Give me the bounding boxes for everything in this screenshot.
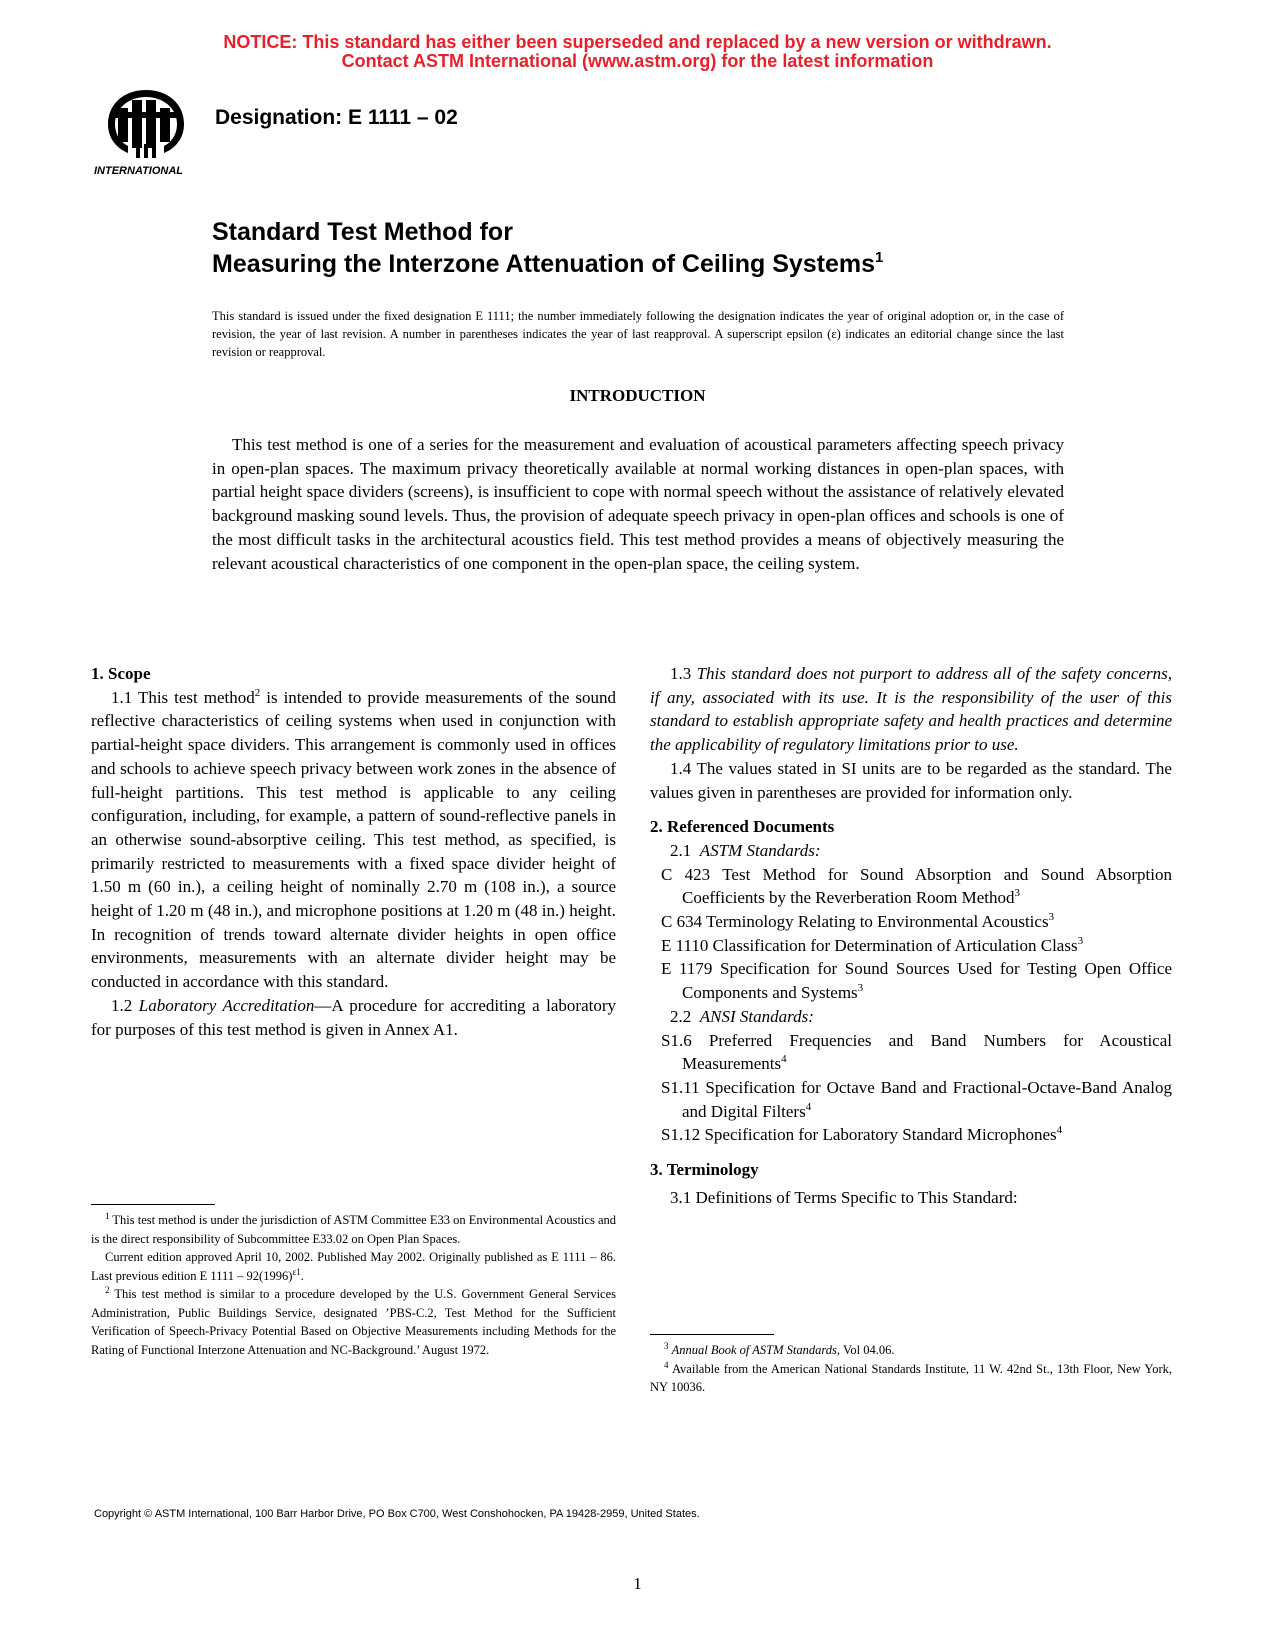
reference-item	[650, 934, 1172, 958]
scope-paragraph-1-4	[650, 757, 1172, 804]
para-text: is intended to provide measurements of the sound reflective characteristics of ceiling systems when used in conjunction with partial-height space dividers. This arrangement is commonly used in offices and schools to achieve speech privacy between work zones in the absence of full-height partitions. This test method is applicable to any ceiling configuration, including, for example, a pattern of sound-reflective panels in an otherwise sound-absorptive ceiling. This test method, as specified, is primarily restricted to measurements with a fixed space divider height of 1.50 m (60 in.), a ceiling height of nominally 2.70 m (108 in.), a source height of 1.20 m (48 in.), and microphone positions at 1.20 m (48 in.) height. In recognition of trends toward alternate divider heights in open office environments, measurements with an alternate divider height may be conducted in accordance with this standard.	[91, 687, 616, 992]
astm-logo-mark	[94, 86, 200, 182]
footnote-text: Available from the American National Standards Institute, 11 W. 42nd St., 13th Floor, New York, NY 10036.	[650, 1361, 1172, 1394]
footnote-ref: 3	[1077, 934, 1084, 947]
para-text: This test method	[137, 687, 255, 707]
para-number: 1.3	[670, 664, 692, 683]
notice-line-1: NOTICE: This standard has either been superseded and replaced by a new version or withdrawn.	[223, 32, 1052, 52]
footnote-mark: 2	[105, 1285, 110, 1295]
footnote-text: This test method is under the jurisdiction of ASTM Committee E33 on Environmental Acoustics and is the direct responsibility of Subcommittee E33.02 on Open Plan Spaces.	[91, 1213, 616, 1246]
document-title	[212, 216, 883, 280]
supersession-notice	[0, 33, 1275, 71]
footnote-mark: 3	[664, 1341, 669, 1351]
reference-text: E 1179 Specification for Sound Sources Used for Testing Open Office Components and Systems	[661, 959, 1172, 1003]
footnote-text: This test method is similar to a procedure developed by the U.S. Government General Services Administration, Public Buildings Service, designated ’PBS-C.2, Test Method for the Sufficient Verification of Speech-Privacy Potential Based on Objective Measurements including Methods for the Rating of Functional Interzone Attenuation and NC-Background.’ August 1972.	[91, 1287, 617, 1357]
reference-item	[650, 863, 1172, 910]
terminology-heading: 3. Terminology	[650, 1160, 759, 1180]
para-italic: Laboratory Accreditation	[138, 995, 315, 1015]
scope-paragraph-1-2	[91, 994, 616, 1041]
footnote-1-edition: Current edition approved April 10, 2002. Published May 2002. Originally published as E 1111 – 86. Last previous edition E $1111 - 92(1996)^{\varepsilon 1}$.	[91, 1250, 616, 1283]
astm-standards-label	[650, 839, 1172, 863]
referenced-documents-heading: 2. Referenced Documents	[650, 817, 835, 837]
para-italic: This standard does not purport to address all of the safety concerns, if any, associated with its use. It is the responsibility of the user of this standard to establish appropriate safety and health practices and determine the applicability of regulatory limitations prior to use.	[650, 664, 1172, 755]
introduction-heading: INTRODUCTION	[569, 386, 706, 405]
para-number: 2.1	[670, 840, 692, 860]
para-italic: ANSI Standards:	[699, 1006, 814, 1026]
para-number: 1.2	[111, 995, 133, 1015]
title-footnote-mark: 1	[875, 249, 884, 266]
left-column	[91, 662, 616, 1041]
para-number: 1.1	[111, 687, 133, 707]
para-number: 1.4	[670, 758, 692, 778]
notice-line-2: Contact ASTM International (www.astm.org) for the latest information	[341, 51, 934, 71]
footnote-1	[91, 1211, 616, 1248]
footnote-ref: 4	[781, 1053, 787, 1066]
para-number: 2.2	[670, 1006, 692, 1026]
footnote-ref: 4	[1056, 1124, 1063, 1137]
issuance-note: This standard is issued under the fixed designation E 1111; the number immediately following the designation indicates the year of original adoption or, in the case of revision, the year of last revision. A number in parentheses indicates the year of last reapproval. A superscript epsilon (ε) indicates an editorial change since the last revision or reapproval.	[212, 309, 1064, 359]
footnote-text: Vol 04.06.	[842, 1343, 895, 1357]
footnote-mark: 4	[664, 1359, 669, 1370]
footnote-3	[650, 1341, 1172, 1360]
footnote-ref: 2	[254, 686, 261, 699]
right-column	[650, 662, 1172, 1209]
introduction-text: This test method is one of a series for the measurement and evaluation of acoustical parameters affecting speech privacy in open-plan spaces. The maximum privacy theoretically available at normal working distances in open-plan spaces, with partial height space dividers (screens), is insufficient to cope with normal speech without the assistance of relatively elevated background masking sound levels. Thus, the provision of adequate speech privacy in open-plan offices and schools is one of the most difficult tasks in the architectural acoustics field. This test method provides a means of objectively measuring the relevant acoustical characteristics of one component in the open-plan space, the ceiling system.	[212, 435, 1064, 573]
reference-text: S1.12 Specification for Laboratory Standard Microphones	[661, 1125, 1057, 1145]
reference-item	[650, 957, 1172, 1004]
scope-paragraph-1-3	[650, 662, 1172, 757]
footnote-ref: 3	[1014, 887, 1021, 900]
introduction-body	[212, 433, 1064, 575]
footnotes-left	[91, 1204, 616, 1359]
footnote-ref: 3	[857, 982, 864, 995]
scope-heading: 1. Scope	[91, 664, 151, 683]
designation: Designation: E 1111 – 02	[215, 106, 458, 129]
reference-item	[650, 1123, 1172, 1147]
footnotes-right	[650, 1334, 1172, 1397]
page-number: 1	[633, 1574, 642, 1593]
reference-text: S1.6 Preferred Frequencies and Band Numbers for Acoustical Measurements	[661, 1030, 1172, 1074]
astm-international-logo	[94, 86, 200, 182]
title-line-2-text: Measuring the Interzone Attenuation of Ceiling Systems	[212, 250, 876, 278]
reference-item	[650, 1029, 1172, 1076]
title-line-1: Standard Test Method for	[212, 218, 513, 246]
footnote-text: Current edition approved April 10, 2002. Published May 2002. Originally published as E 1111 – 86. Last previous edition E 1111 – 92(1996)	[91, 1250, 616, 1283]
footnote-4	[650, 1360, 1172, 1397]
footnote-ref: 3	[1048, 911, 1055, 924]
ansi-standards-label	[650, 1005, 1172, 1029]
reference-text: C 423 Test Method for Sound Absorption and Sound Absorption Coefficients by the Reverberation Room Method	[661, 864, 1172, 908]
footnote-ref: 4	[805, 1100, 812, 1113]
footnote-italic: Annual Book of ASTM Standards,	[671, 1343, 841, 1357]
reference-text: E 1110 Classification for Determination of Articulation Class	[661, 935, 1078, 955]
footnote-2	[91, 1285, 616, 1359]
para-text: The values stated in SI units are to be regarded as the standard. The values given in parentheses are provided for information only.	[650, 758, 1172, 802]
epsilon-mark: ε1	[292, 1266, 301, 1277]
reference-item	[650, 1076, 1172, 1123]
reference-item	[650, 910, 1172, 934]
scope-paragraph-1-1	[91, 686, 616, 994]
logo-wordmark: INTERNATIONAL	[94, 165, 184, 177]
title-line-2	[212, 248, 883, 280]
para-italic: ASTM Standards:	[699, 840, 821, 860]
terminology-paragraph-3-1: 3.1 Definitions of Terms Specific to This Standard:	[670, 1187, 1018, 1207]
para-text: —A procedure for accrediting a laboratory for purposes of this test method is given in Annex A1.	[91, 995, 617, 1039]
footnote-mark: 1	[105, 1211, 110, 1221]
reference-text: C 634 Terminology Relating to Environmental Acoustics	[661, 912, 1049, 932]
reference-text: S1.11 Specification for Octave Band and Fractional-Octave-Band Analog and Digital Filters	[661, 1077, 1172, 1121]
copyright-line: Copyright © ASTM International, 100 Barr Harbor Drive, PO Box C700, West Conshohocken, PA 19428-2959, United States.	[94, 1508, 700, 1520]
